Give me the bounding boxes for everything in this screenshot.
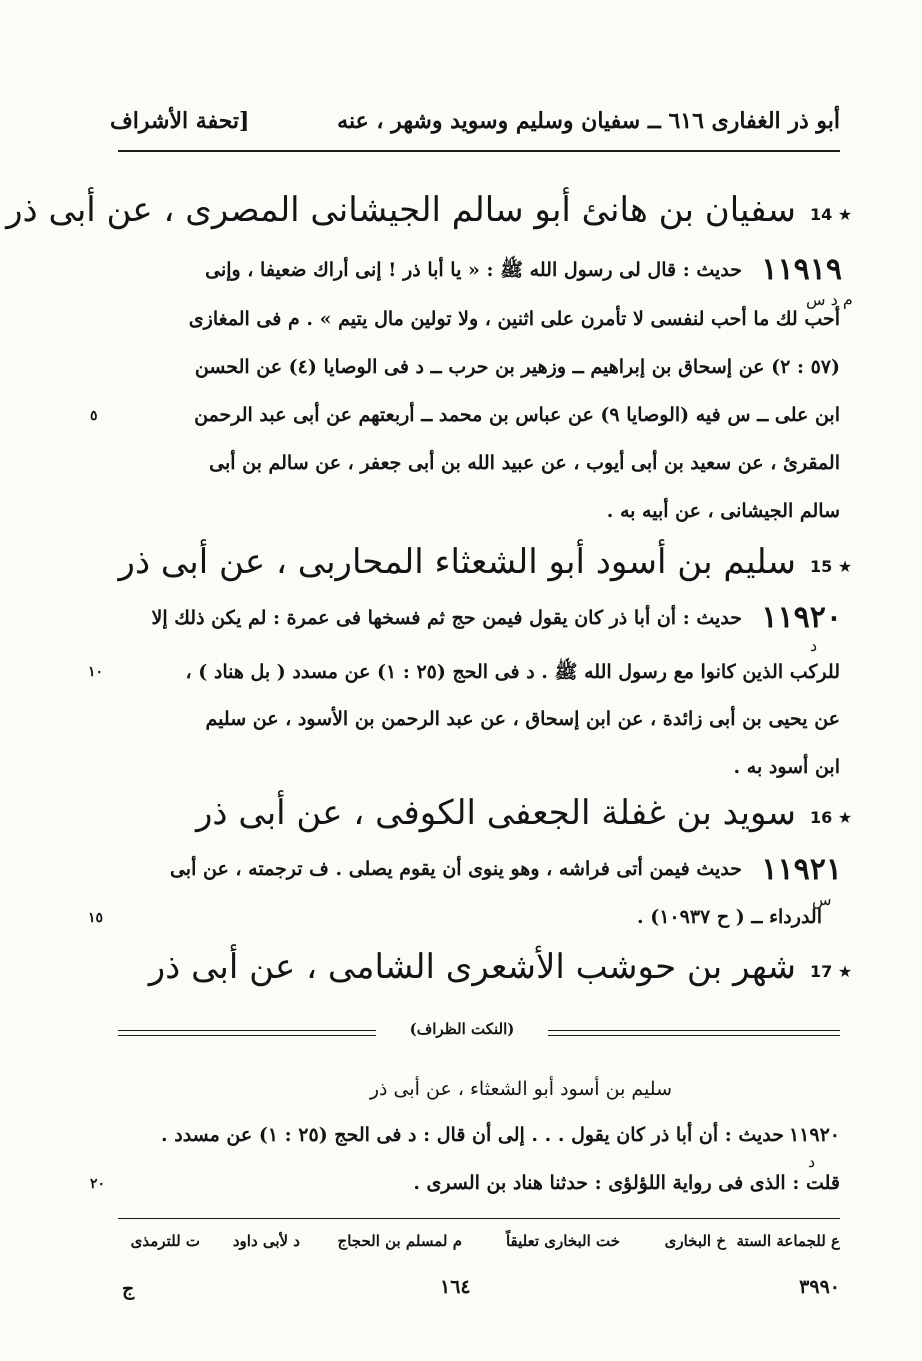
source-symbols: د [810, 636, 818, 655]
divider-line [548, 1030, 840, 1031]
divider-line [118, 1030, 376, 1031]
source-symbols: م د س [806, 290, 853, 309]
abbrev-key: خت البخارى تعليقاً [505, 1232, 620, 1250]
section-number: 14 ★ [810, 205, 853, 224]
text-line: حديث : قال لى رسول الله ﷺ : « يا أبا ذر ! إنى أراك ضعيفا ، وإنى [205, 259, 742, 281]
nukat-heading: سليم بن أسود أبو الشعثاء ، عن أبى ذر [369, 1078, 672, 1100]
abbrev-key: خ البخارى [664, 1232, 726, 1250]
line-marker: ١٠ [88, 664, 104, 680]
section-title: سفيان بن هانئ أبو سالم الجيشانى المصرى ، عن أبى ذر [6, 190, 796, 230]
nukat-banner: (النكت الظراف) [409, 1020, 515, 1038]
header-rule [118, 150, 840, 152]
volume-letter: ج [122, 1278, 135, 1300]
text-line: ابن على ــ س فيه (الوصايا ٩) عن عباس بن محمد ــ أربعتهم عن أبى عبد الرحمن [194, 404, 840, 426]
book-title: [تحفة الأشراف [110, 108, 250, 134]
nukat-line: قلت : الذى فى رواية اللؤلؤى : حدثنا هناد بن السرى . [413, 1172, 840, 1194]
text-line: المقرئ ، عن سعيد بن أبى أيوب ، عن عبيد الله بن أبى جعفر ، عن سالم بن أبى [209, 452, 840, 474]
text-line: حديث فيمن أتى فراشه ، وهو ينوى أن يقوم يصلى . ف ترجمته ، عن أبى [169, 858, 742, 880]
text-line: أحب لك ما أحب لنفسى لا تأمرن على اثنين ، ولا تولين مال يتيم » . م فى المغازى [188, 308, 840, 330]
text-line: للركب الذين كانوا مع رسول الله ﷺ . د فى الحج (٢٥ : ١) عن مسدد ( بل هناد ) ، [185, 661, 840, 683]
source-symbols: د [808, 1152, 816, 1171]
text-line: حديث : أن أبا ذر كان يقول فيمن حج ثم فسخها فى عمرة : لم يكن ذلك إلا [151, 607, 742, 629]
text-line: عن يحيى بن أبى زائدة ، عن ابن إسحاق ، عن عبد الرحمن بن الأسود ، عن سليم [205, 708, 840, 730]
page-number: ١٦٤ [440, 1276, 471, 1298]
section-title: سليم بن أسود أبو الشعثاء المحاربى ، عن أبى ذر [118, 542, 796, 582]
nukat-line: حديث : أن أبا ذر كان يقول . . . إلى أن قال : د فى الحج (٢٥ : ١) عن مسدد . [161, 1124, 784, 1146]
section-number: 17 ★ [810, 962, 853, 981]
abbrev-key: ع للجماعة الستة [736, 1232, 840, 1250]
line-marker: ١٥ [88, 910, 104, 926]
abbrev-key: د لأبى داود [232, 1232, 300, 1250]
section-title: شهر بن حوشب الأشعرى الشامى ، عن أبى ذر [148, 947, 796, 987]
running-header: أبو ذر الغفارى ٦١٦ ــ سفيان وسليم وسويد وشهر ، عنه [337, 108, 840, 134]
section-number: 15 ★ [810, 557, 853, 576]
hadith-number: ١١٩٢٠ [788, 1124, 840, 1146]
line-marker: ٢٠ [90, 1176, 106, 1192]
text-line: الدرداء ــ ( ح ١٠٩٣٧) . [636, 906, 822, 928]
section-number: 16 ★ [810, 808, 853, 827]
abbrev-key: م لمسلم بن الحجاج [337, 1232, 462, 1250]
abbrev-key: ت للترمذى [130, 1232, 200, 1250]
footer-rule [118, 1218, 840, 1219]
hadith-number: ١١٩٢٠ [761, 600, 842, 635]
section-title: سويد بن غفلة الجعفى الكوفى ، عن أبى ذر [195, 793, 796, 833]
hadith-count: ٣٩٩٠ [799, 1276, 840, 1298]
line-marker: ٥ [90, 408, 98, 424]
divider-line [548, 1035, 840, 1036]
text-line: ابن أسود به . [733, 756, 840, 778]
hadith-number: ١١٩١٩ [761, 252, 842, 287]
hadith-number: ١١٩٢١ [761, 852, 842, 887]
divider-line [118, 1035, 376, 1036]
text-line: سالم الجيشانى ، عن أبيه به . [606, 500, 840, 522]
text-line: (٥٧ : ٢) عن إسحاق بن إبراهيم ــ وزهير بن حرب ــ د فى الوصايا (٤) عن الحسن [194, 356, 840, 378]
source-symbols: س [812, 890, 832, 909]
